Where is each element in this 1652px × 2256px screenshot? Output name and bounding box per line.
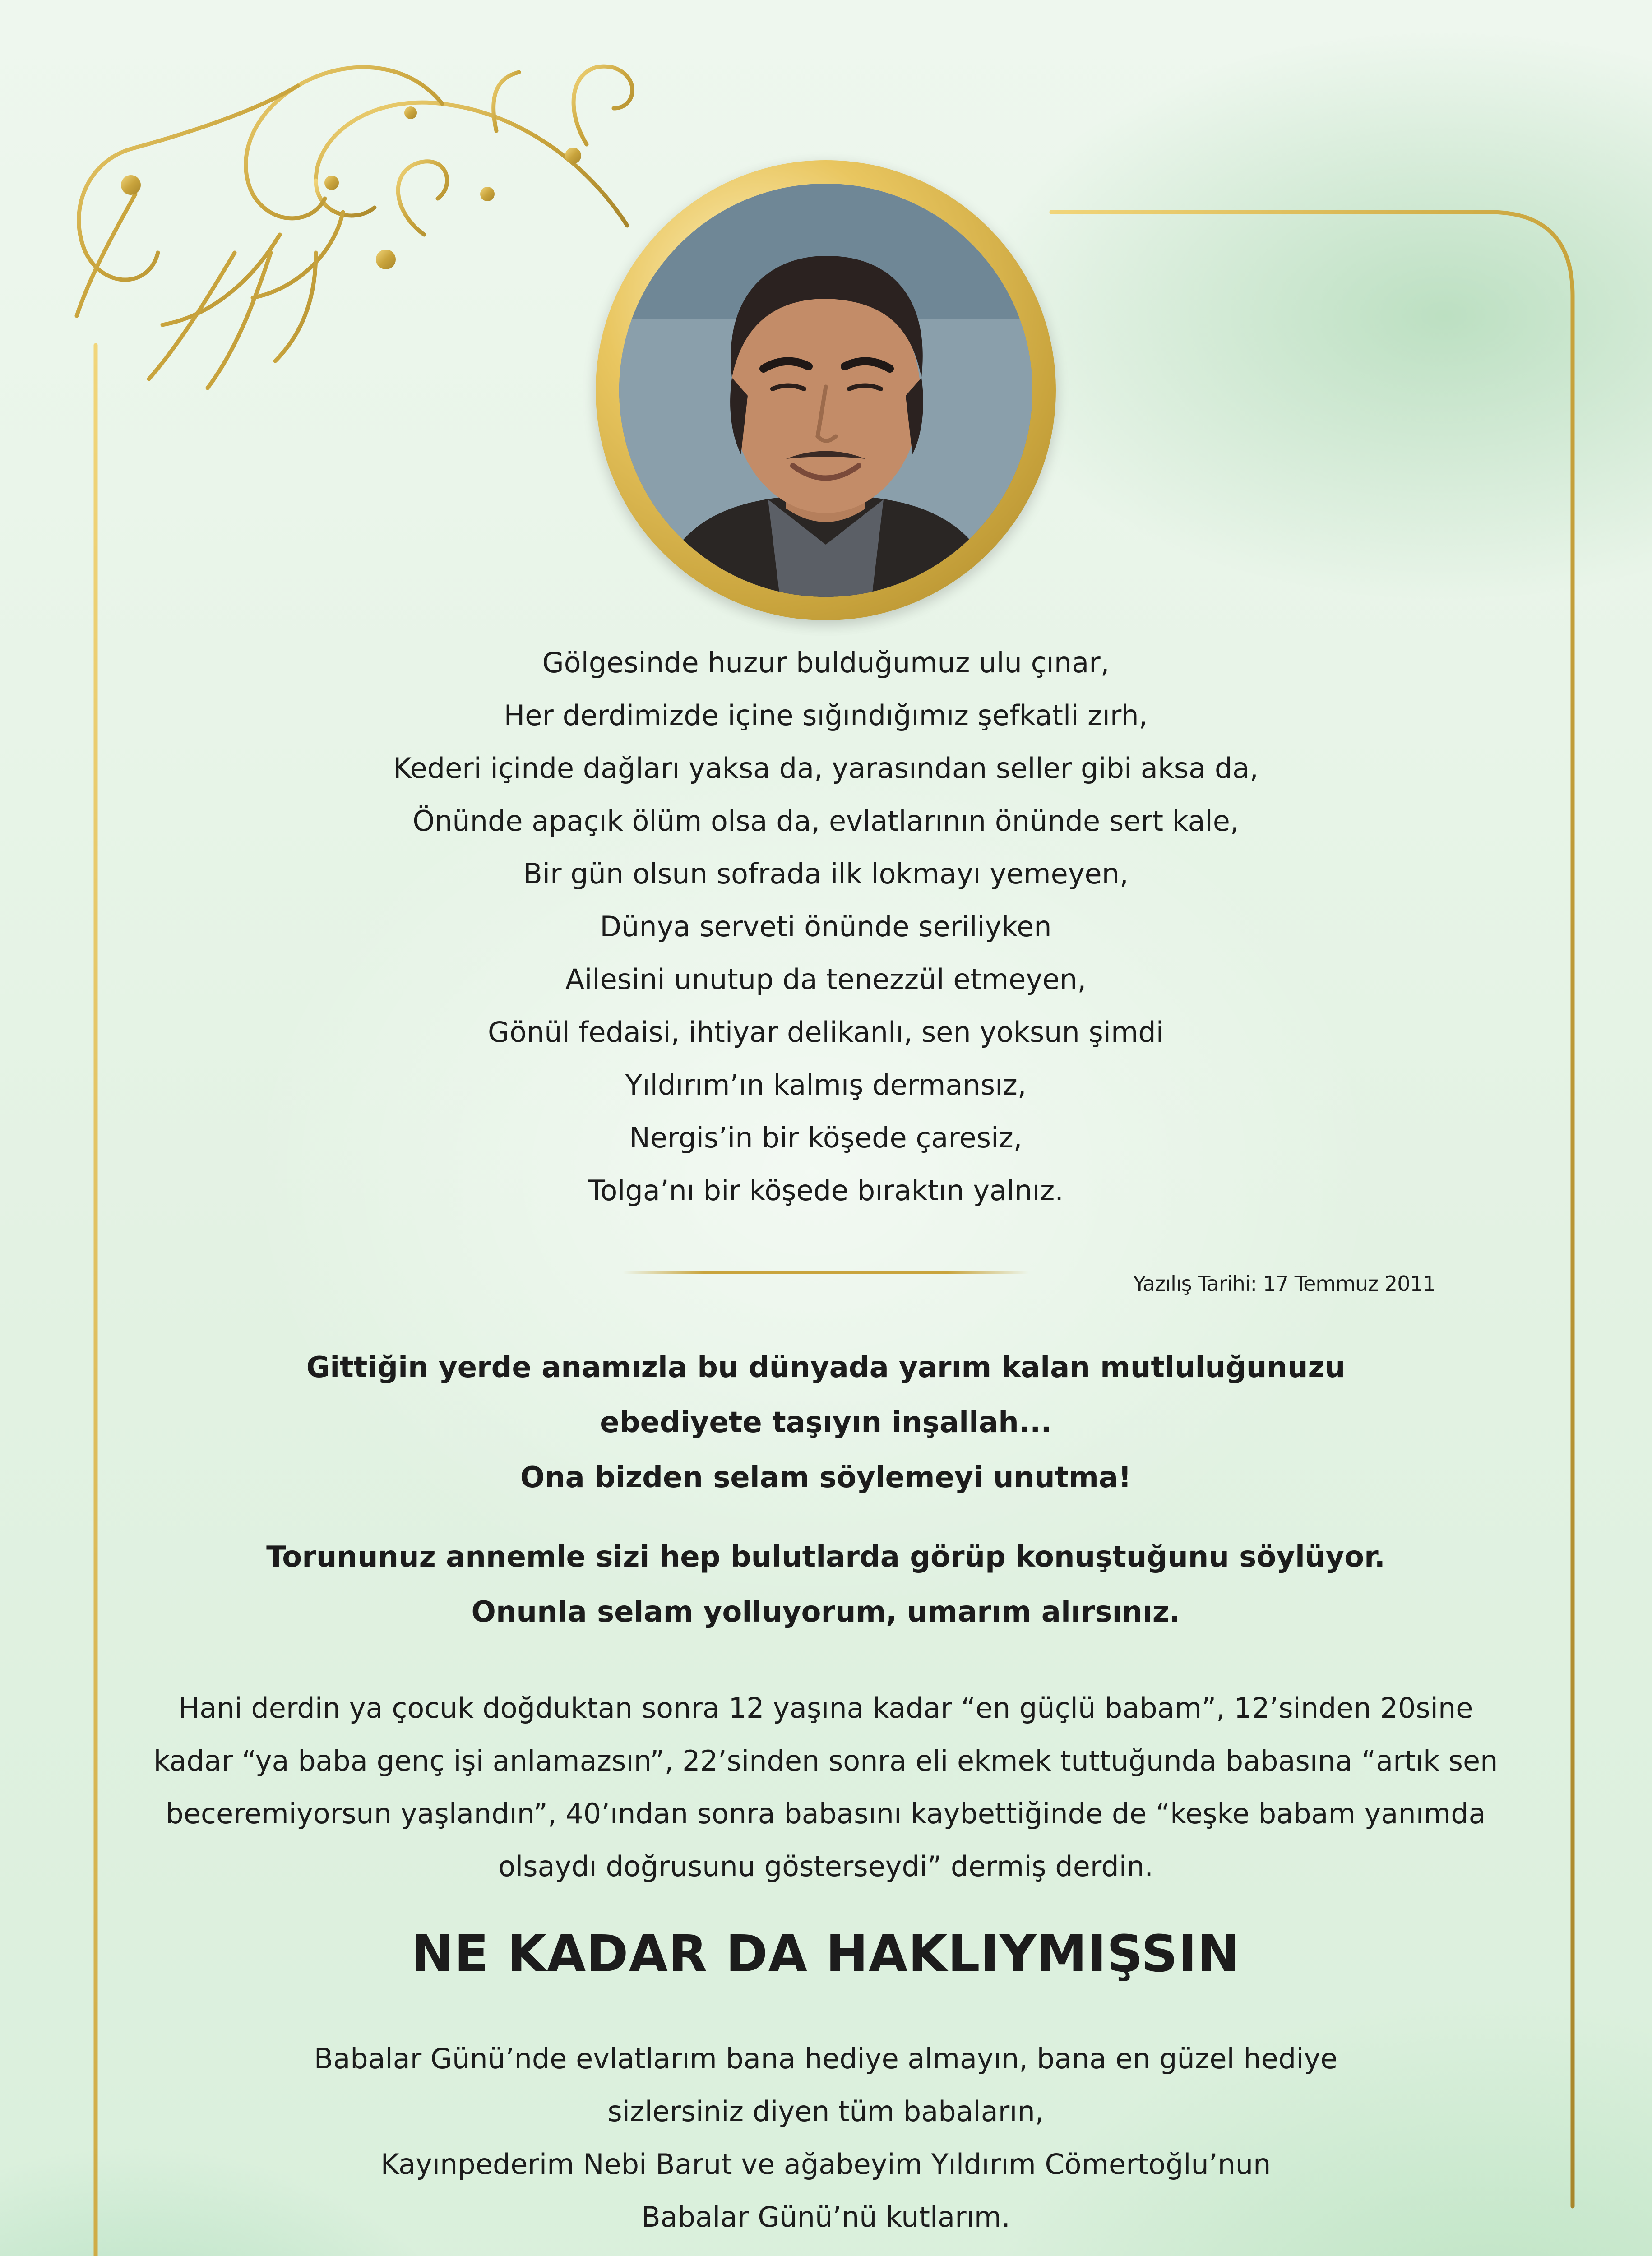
poem-line: Kederi içinde dağları yaksa da, yarasından seller gibi aksa da,	[393, 752, 1259, 785]
closing-text	[149, 2032, 1503, 2243]
poem-line: Nergis’in bir köşede çaresiz,	[629, 1121, 1023, 1154]
poem-line: Gölgesinde huzur bulduğumuz ulu çınar,	[542, 646, 1110, 679]
message-line: Gittiğin yerde anamızla bu dünyada yarım kalan mutluluğunuzu	[306, 1351, 1346, 1384]
poem-line: Önünde apaçık ölüm olsa da, evlatlarının önünde sert kale,	[412, 804, 1239, 837]
message-block-1	[149, 1340, 1503, 1505]
closing-line: Babalar Günü’nü kutlarım.	[641, 2201, 1010, 2233]
story-paragraph	[149, 1682, 1503, 1893]
message-line: ebediyete taşıyın inşallah...	[600, 1406, 1052, 1439]
message-block-2	[149, 1530, 1503, 1640]
poem-line: Gönül fedaisi, ihtiyar delikanlı, sen yoksun şimdi	[488, 1016, 1164, 1049]
paragraph-line: Hani derdin ya çocuk doğduktan sonra 12 yaşına kadar “en güçlü babam”, 12’sinden 20sine	[178, 1692, 1473, 1724]
paragraph-line: beceremiyorsun yaşlandın”, 40’ından sonra babasını kaybettiğinde de “keşke babam yanımda	[166, 1797, 1486, 1830]
closing-line: sizlersiniz diyen tüm babaların,	[607, 2095, 1044, 2128]
closing-line: Babalar Günü’nde evlatlarım bana hediye almayın, bana en güzel hediye	[314, 2042, 1338, 2075]
portrait-illustration	[619, 184, 1032, 597]
paragraph-line: kadar “ya baba genç işi anlamazsın”, 22’sinden sonra eli ekmek tuttuğunda babasına “artık sen	[153, 1744, 1498, 1777]
message-line: Ona bizden selam söylemeyi unutma!	[520, 1461, 1132, 1494]
paragraph-line: olsaydı doğrusunu gösterseydi” dermiş derdin.	[498, 1850, 1153, 1883]
poem-line: Her derdimizde içine sığındığımız şefkatli zırh,	[504, 699, 1148, 732]
poem-line: Ailesini unutup da tenezzül etmeyen,	[565, 963, 1087, 996]
written-date: Yazılış Tarihi: 17 Temmuz 2011	[1133, 1271, 1435, 1296]
gold-divider	[623, 1271, 1029, 1274]
poem-line: Yıldırım’ın kalmış dermansız,	[625, 1068, 1027, 1101]
message-line: Onunla selam yolluyorum, umarım alırsınız.	[471, 1595, 1180, 1629]
main-heading: NE KADAR DA HAKLIYMIŞSIN	[411, 1925, 1240, 1983]
closing-line: Kayınpederim Nebi Barut ve ağabeyim Yıldırım Cömertoğlu’nun	[380, 2148, 1271, 2181]
poem-line: Tolga’nı bir köşede bıraktın yalnız.	[588, 1174, 1064, 1207]
poem	[239, 636, 1412, 1217]
portrait-frame	[596, 160, 1056, 620]
message-line: Torununuz annemle sizi hep bulutlarda görüp konuştuğunu söylüyor.	[266, 1540, 1385, 1574]
portrait-photo	[619, 184, 1032, 597]
poem-line: Bir gün olsun sofrada ilk lokmayı yemeyen,	[523, 857, 1129, 890]
poem-line: Dünya serveti önünde seriliyken	[600, 910, 1052, 943]
